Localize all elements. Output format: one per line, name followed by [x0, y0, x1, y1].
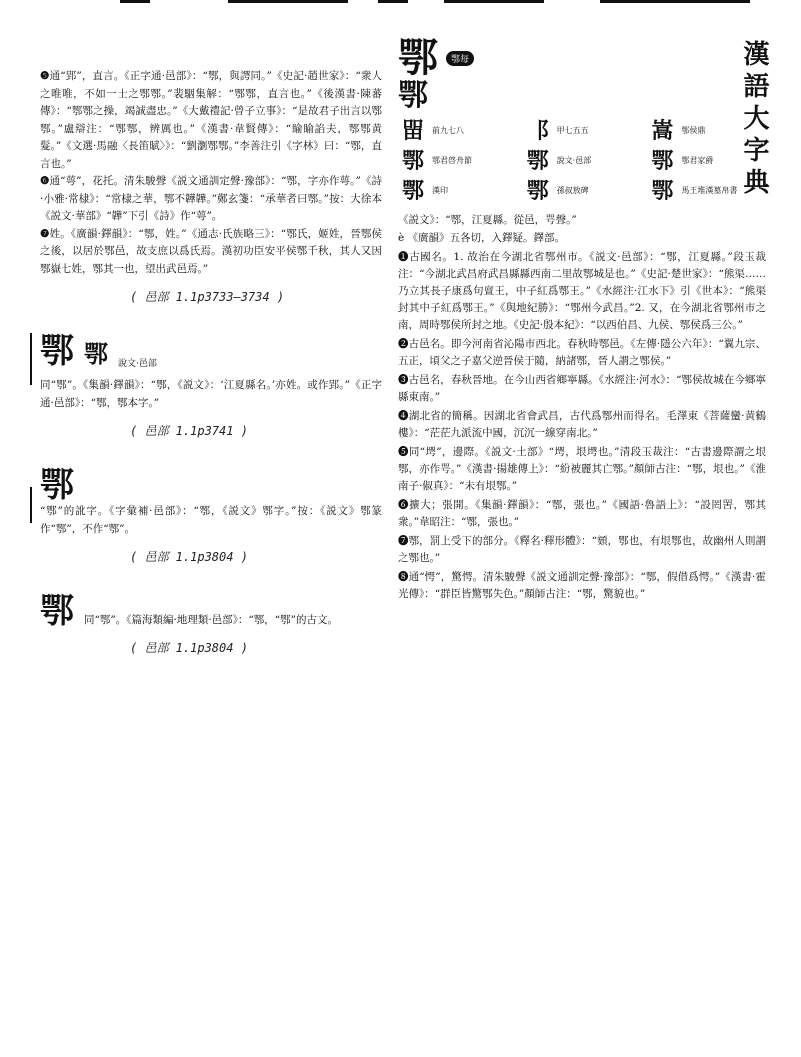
- handwritten-note-4: ( 邑部 1.1p3804 ): [130, 641, 248, 655]
- form-item: [647, 148, 766, 174]
- entry-3-head: [40, 467, 382, 503]
- right-entry-head-variant: [398, 80, 766, 112]
- right-sense-1: ❶古國名。1. 故治在今湖北省鄂州市。《説文·邑部》：“鄂，江夏縣。”段玉裁注：“今湖北武昌府武昌縣縣西南二里故鄂城是也。”《史記·楚世家》：“熊渠……乃立其長子康爲句亶王，中子紅爲鄂王。”《水經注·江水下》引《世本》：“熊渠封其中子紅爲鄂王。”《與地紀勝》：“鄂州今武昌。”2. 又，在今湖北省鄂州市之南，周時鄂侯所封之地。《史記·殷本紀》：“以西伯昌、九侯、鄂侯爲三公。”: [398, 251, 767, 331]
- form-glyph: 鄂: [651, 178, 674, 204]
- entry-2-head: [40, 333, 382, 369]
- form-glyph: 鄂: [651, 148, 674, 174]
- form-item: [523, 148, 642, 174]
- entry-2-bar: [30, 333, 32, 385]
- form-source: 孫叔敖碑: [556, 186, 589, 195]
- right-sense-2: ❷古邑名。即今河南省沁陽市西北。春秋時鄂邑。《左傳·隱公六年》：“翼九宗、五正，頃父之子嘉父逆晉侯于隨，納諸鄂，晉人謂之鄂侯。”: [398, 338, 767, 367]
- form-glyph: 鄂: [401, 178, 424, 204]
- headword-badge: 鄂每: [446, 51, 474, 66]
- form-source: 前九七八: [432, 126, 464, 135]
- form-source: 鄂侯鼎: [681, 126, 706, 135]
- top-rule-1: [120, 0, 150, 3]
- form-item: [398, 148, 517, 174]
- ancient-forms: [398, 118, 766, 204]
- form-glyph: 鄂: [526, 148, 549, 174]
- form-glyph: 鄂: [401, 148, 424, 174]
- form-glyph: 㽞: [401, 118, 424, 144]
- handwritten-note-2: ( 邑部 1.1p3741 ): [130, 424, 248, 438]
- entry-2-text: 同“鄂”。《集韻·鐸韻》：“鄂，《説文》：‘江夏縣名。’亦姓。或作郢。”《正字通·邑部》：“鄂，鄂本字。”: [40, 379, 382, 409]
- entry-4-text: 同“鄂”。《篇海類編·地理類·邑部》：“鄂，“鄂”的古文。: [84, 613, 339, 626]
- form-glyph: ⻏: [526, 118, 549, 144]
- right-headword: 鄂: [398, 34, 438, 81]
- entry-2-headword: 鄂: [40, 331, 74, 371]
- top-rule-5: [600, 0, 750, 3]
- right-sense-7: ❼鄂，罰上受下的部分。《釋名·釋形體》：“頞，鄂也，有垠鄂也，故幽州人則謂之鄂也。”: [398, 535, 767, 564]
- form-item: [647, 118, 766, 144]
- top-rule-2: [228, 0, 348, 3]
- right-column: [398, 36, 766, 603]
- left-sense-7: ❼姓。《廣韻·鐸韻》：“鄂，姓。”《通志·氏族略三》：“鄂氏，姬姓，晉鄂侯之後，以居於鄂邑，故支庶以爲氏焉。漢初功臣安平侯鄂千秋，其人又因鄂嶽七姓，鄂其一也，望出武邑焉。”: [40, 227, 382, 275]
- entry-2-seal-label: 說文·邑部: [118, 359, 157, 369]
- form-glyph: 嵩: [651, 118, 674, 144]
- form-item: [647, 178, 766, 204]
- right-sense-3: ❸古邑名，春秋晉地。在今山西省鄉寧縣。《水經注·河水》：“鄂侯故城在今鄉寧縣東南。”: [398, 374, 767, 403]
- entry-3-headword: 鄂: [40, 465, 74, 505]
- right-entry-head: [398, 36, 766, 80]
- left-column: [40, 68, 382, 656]
- top-rule-3: [378, 0, 408, 3]
- dictionary-title: 漢語大字典: [739, 40, 769, 200]
- form-source: 甲七五五: [556, 126, 589, 135]
- entry-3-text: “鄂”的訛字。《字彙補·邑部》：“鄂，《説文》鄂字。”按：《説文》鄂篆作“鄂”，不作“鄂”。: [40, 505, 382, 535]
- form-item: [523, 178, 642, 204]
- entry-3: [40, 467, 382, 565]
- form-source: 馬王堆漢墓帛書: [681, 186, 738, 195]
- right-sense-4: ❹湖北省的簡稱。因湖北省會武昌，古代爲鄂州而得名。毛澤東《菩薩蠻·黄鶴樓》：“茫茫九派流中國，沉沉一線穿南北。”: [398, 410, 767, 439]
- left-sense-5: ❺通“郢”，直言。《正字通·邑部》：“鄂，與諤同。”《史記·趙世家》：“衆人之唯唯，不如一士之鄂鄂。”裴駰集解：“鄂鄂，直言也。”《後漢書·陳蕃傳》：“鄂鄂之操，竭誠盡忠。”《大戴禮記·曾子立事》：“是故君子出言以鄂鄂。”盧辯注：“鄂鄂，辨厲也。”《漢書·韋賢傳》：“睮睮諂夫，鄂鄂黄髮。”《文選·馬融〈長笛賦〉》：“劉瀏鄂鄂。”李善注引《字林》曰：“鄂，直言也。”: [40, 70, 383, 170]
- left-sense-6: ❻通“萼”，花托。清朱駿聲《説文通訓定聲·豫部》：“鄂，字亦作萼。”《詩·小雅·常棣》：“常棣之華，鄂不韡韡。”鄭玄箋：“承華者曰鄂。”按：大徐本《説文·華部》“韡”下引《詩》作“萼”。: [40, 175, 382, 222]
- handwritten-note-1: ( 邑部 1.1p3733—3734 ): [130, 290, 285, 304]
- handwritten-note-3: ( 邑部 1.1p3804 ): [130, 550, 248, 564]
- shuowen-definition: 《説文》：“鄂，江夏縣。從邑，咢聲。”: [398, 214, 577, 226]
- entry-4-head: [40, 593, 382, 629]
- entry-2-seal-glyph: 鄂: [84, 339, 108, 368]
- right-headword-variant: 鄂: [398, 78, 428, 113]
- form-source: 鄂君家爵: [681, 156, 714, 165]
- entry-2: [40, 333, 382, 439]
- right-sense-6: ❻擴大；張開。《集韻·鐸韻》：“鄂，張也。”《國語·魯語上》：“設罔罟，鄂其衆。”韋昭注：“鄂，張也。”: [398, 499, 767, 528]
- entry-3-bar: [30, 487, 32, 523]
- form-source: 鄂君啓舟節: [432, 156, 472, 165]
- top-rule-4: [444, 0, 544, 3]
- form-item: [523, 118, 642, 144]
- form-source: 漢印: [432, 186, 448, 195]
- entry-4: [40, 593, 382, 656]
- right-sense-5: ❺同“堮”，邊際。《説文·土部》“堮，垠堮也。”清段玉裁注：“古書邊際謂之垠鄂，亦作咢。”《漢書·揚雄傳上》：“紛被麗其亡鄂。”顏師古注：“鄂，垠也。”《淮南子·俶真》：“未有垠鄂。”: [398, 446, 766, 492]
- form-item: [398, 118, 517, 144]
- right-sense-8: ❽通“愕”，驚愕。清朱駿聲《説文通訓定聲·豫部》：“鄂，假借爲愕。”《漢書·霍光傳》：“群臣皆驚鄂失色。”顏師古注：“鄂，驚貌也。”: [398, 571, 766, 600]
- pronunciation: è 《廣韻》五各切，入鐸疑。鐸部。: [398, 231, 566, 244]
- form-source: 說文·邑部: [556, 156, 592, 165]
- entry-4-headword: 鄂: [40, 591, 74, 631]
- form-glyph: 鄂: [526, 178, 549, 204]
- form-item: [398, 178, 517, 204]
